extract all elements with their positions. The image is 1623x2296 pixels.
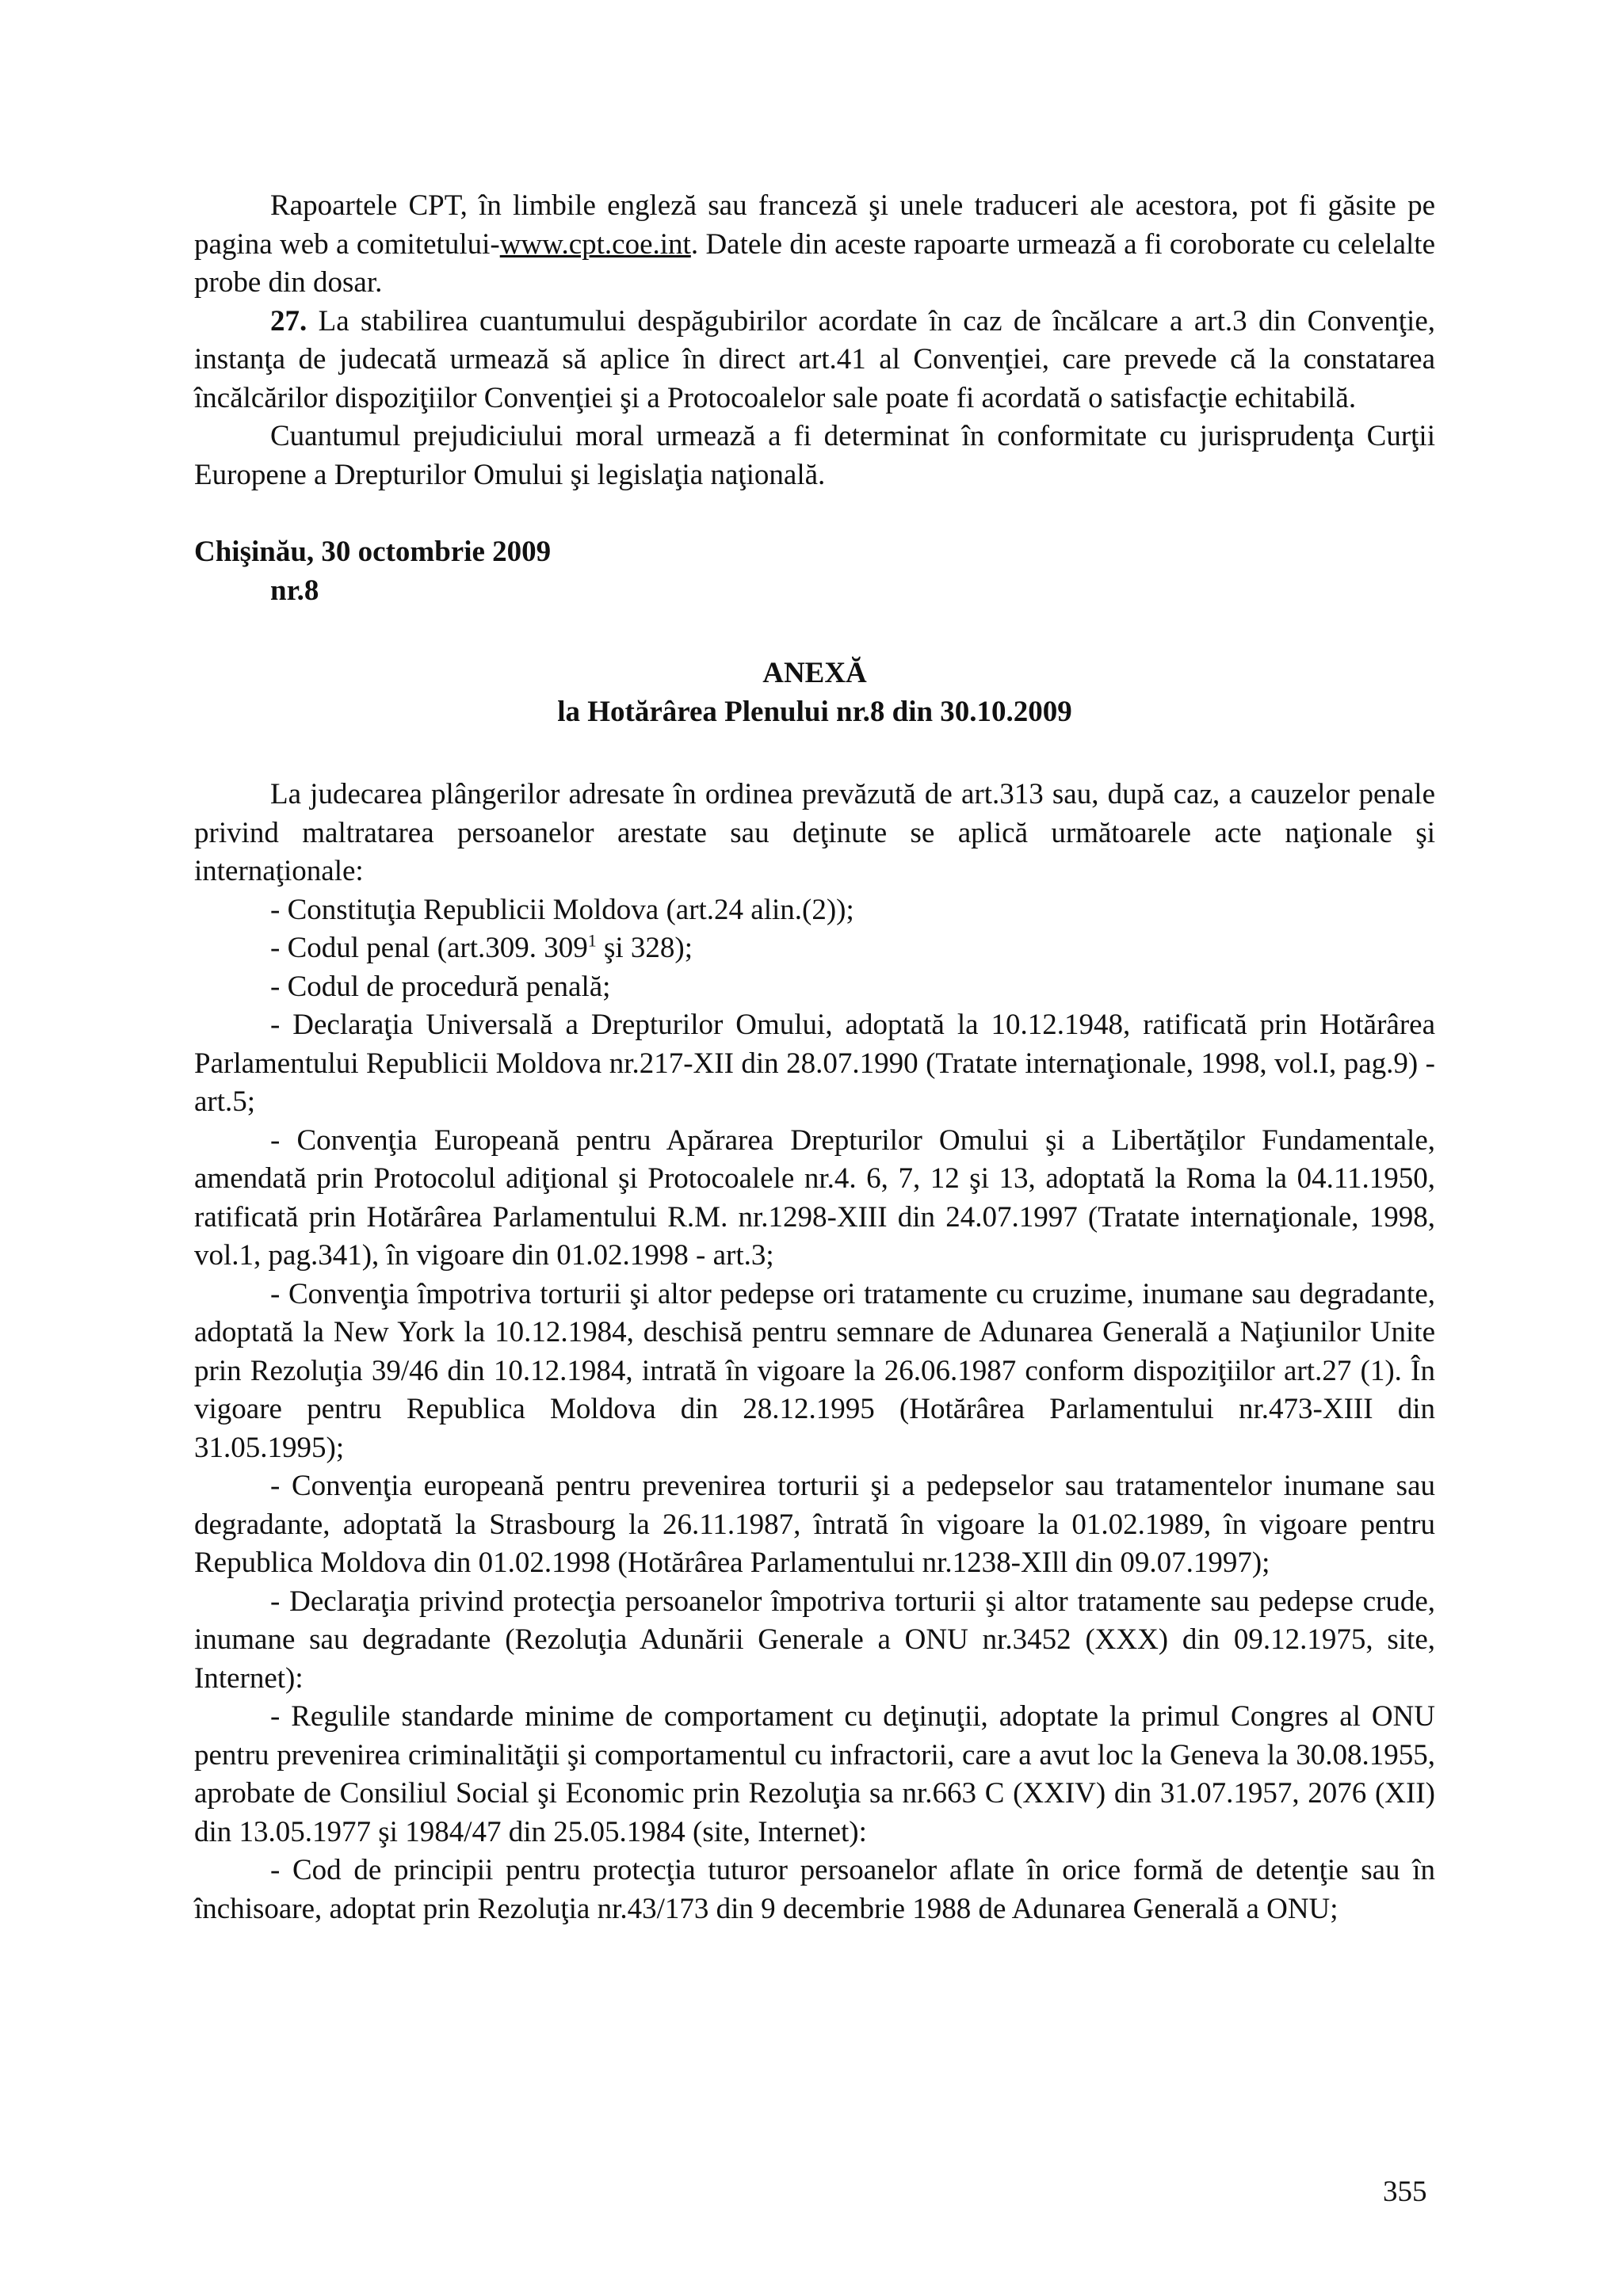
list-item: - Convenţia împotriva torturii şi altor pedepse ori tratamente cu cruzime, inumane sau degradante, adoptată la New York la 10.12.1984, deschisă pentru semnare de Adunarea Generală a Naţiunilor Unite prin Rezoluţia 39/46 din 10.12.1984, intrată în vigoare la 26.06.1987 conform dispoziţiilor art.27 (1). În vigoare pentru Republica Moldova din 28.12.1995 (Hotărârea Parlamentului nr.473-XIII din 31.05.1995); (194, 1277, 1435, 1464)
list-item: - Convenţia Europeană pentru Apărarea Drepturilor Omului şi a Libertăţilor Fundamentale, amendată prin Protocolul adiţional şi Protocoalele nr.4. 6, 7, 12 şi 13, adoptată la Roma la 04.11.1950, ratificată prin Hotărârea Parlamentului R.M. nr.1298-XIII din 24.07.1997 (Tratate internaţionale, 1998, vol.1, pag.341), în vigoare din 01.02.1998 - art.3; (194, 1123, 1435, 1272)
spacer (194, 610, 1435, 654)
signature-number: nr.8 (270, 574, 319, 607)
paragraph-27-text: La stabilirea cuantumului despăgubirilor acordate în caz de încălcare a art.3 din Convenţie, instanţa de judecată urmează să aplice în direct art.41 al Convenţiei, care prevede că la constatarea încălcărilor dispoziţiilor Convenţiei şi a Protocoalelor sale poate fi acordată o satisfacţie echitabilă. (194, 304, 1435, 414)
list-item-text: - Codul penal (art.309. 309 (270, 932, 588, 964)
list-item: - Regulile standarde minime de comportament cu deţinuţii, adoptate la primul Congres al ONU pentru prevenirea criminalităţii şi comportamentul cu infractorii, care a avut loc la Geneva la 30.08.1955, aprobate de Consiliul Social şi Economic prin Rezoluţia sa nr.663 C (XXIV) din 31.07.1957, 2076 (XII) din 13.05.1977 şi 1984/47 din 25.05.1984 (site, Internet): (194, 1700, 1435, 1848)
list-item: - Declaraţia Universală a Drepturilor Omului, adoptată la 10.12.1948, ratificată prin Hotărârea Parlamentului Republicii Moldova nr.217-XII din 28.07.1990 (Tratate internaţionale, 1998, vol.I, pag.9) - art.5; (194, 1009, 1435, 1118)
page-number: 355 (1383, 2176, 1427, 2208)
list-item (194, 929, 1435, 968)
spacer (194, 494, 1435, 533)
paragraph-cpt-reports (194, 187, 1435, 303)
list-item-text: şi 328); (596, 932, 693, 964)
spacer (194, 731, 1435, 776)
annex-subtitle: la Hotărârea Plenului nr.8 din 30.10.2009 (557, 695, 1072, 728)
document-page (194, 187, 1435, 1928)
paragraph-moral-damage: Cuantumul prejudiciului moral urmează a fi determinat în conformitate cu jurisprudenţa Curţii Europene a Drepturilor Omului şi legislaţia naţională. (194, 420, 1435, 491)
signature-place-date: Chişinău, 30 octombrie 2009 (194, 536, 552, 568)
annex-intro: La judecarea plângerilor adresate în ordinea prevăzută de art.313 sau, după caz, a cauzelor penale privind maltratarea persoanelor arestate sau deţinute se aplică următoarele acte naţionale şi internaţionale: (194, 778, 1435, 887)
cpt-text-start: Rapoartele CPT, în limbile engleză sau franceză şi unele traduceri ale acestora, pot fi găsite pe pagina web a comitetului- (194, 189, 1435, 261)
list-item: - Constituţia Republicii Moldova (art.24 alin.(2)); (270, 893, 854, 926)
cpt-text-end: . Datele din aceste rapoarte urmează a fi coroborate cu celelalte probe din dosar. (194, 227, 1435, 299)
list-item: - Cod de principii pentru protecţia tuturor persoanelor aflate în orice formă de detenţie sau în închisoare, adoptat prin Rezoluţia nr.43/173 din 9 decembrie 1988 de Adunarea Generală a ONU; (194, 1854, 1435, 1925)
superscript: 1 (587, 930, 597, 951)
list-item: - Codul de procedură penală; (270, 970, 611, 1003)
list-item: - Declaraţia privind protecţia persoanelor împotriva torturii şi altor tratamente sau pedepse crude, inumane sau degradante (Rezoluţia Adunării Generale a ONU nr.3452 (XXX) din 09.12.1975, site, Internet): (194, 1585, 1435, 1695)
list-item: - Convenţia europeană pentru prevenirea torturii şi a pedepselor sau tratamentelor inumane sau degradante, adoptată la Strasbourg la 26.11.1987, întrată în vigoare la 01.02.1989, în vigoare pentru Republica Moldova din 01.02.1998 (Hotărârea Parlamentului nr.1238-XIll din 09.07.1997); (194, 1470, 1435, 1579)
paragraph-27 (194, 303, 1435, 418)
annex-title: ANEXĂ (762, 657, 867, 689)
paragraph-number: 27. (270, 304, 307, 338)
cpt-website-link[interactable]: www.cpt.coe.int (499, 227, 691, 261)
